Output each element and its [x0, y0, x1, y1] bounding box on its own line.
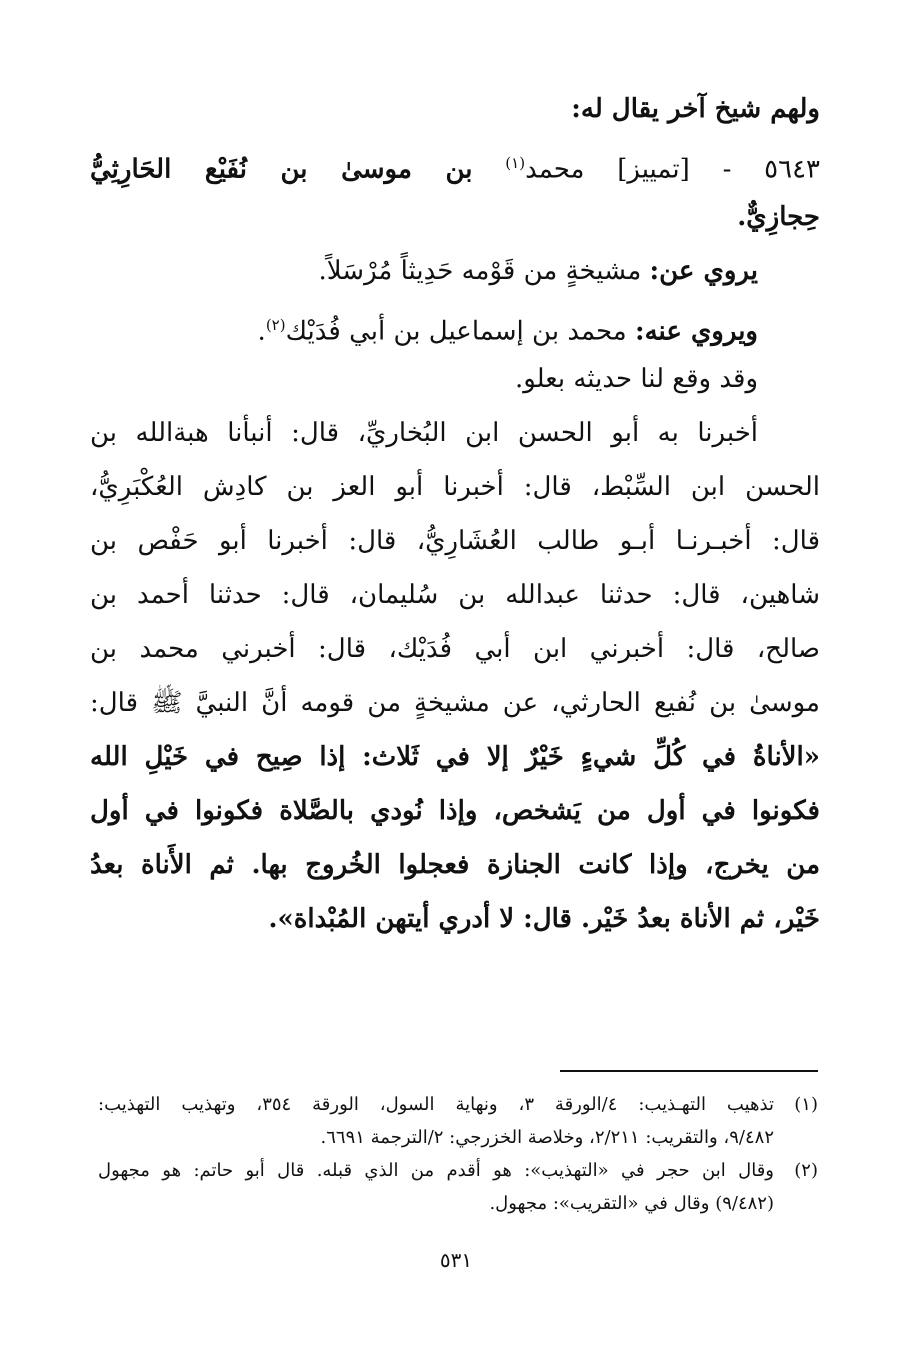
main-text [90, 82, 820, 946]
isnad-line: أخبرنا به أبو الحسن ابن البُخاريِّ، قال: أنبأنا هبةالله بن [90, 418, 759, 448]
footnote-text: تذهيب التهـذيب: ٤/الورقة ٣، ونهاية السول، الورقة ٣٥٤، وتهذيب التهذيب: [98, 1094, 774, 1115]
narrated-by-line [90, 298, 820, 352]
narrates-from-text: مشيخةٍ من قَوْمه حَدِيثاً مُرْسَلاً. [318, 256, 642, 286]
footnote-ref-2: (٢) [265, 316, 286, 334]
footnotes [98, 1088, 818, 1220]
footnote-2-continued: (٩/٤٨٢) وقال في «التقريب»: مجهول. [489, 1193, 774, 1214]
narrates-from-label: يروي عن: [649, 256, 758, 286]
isnad-line: شاهين، قال: حدثنا عبدالله بن سُليمان، قال: حدثنا أحمد بن [90, 580, 820, 610]
footnote-1-continued: ٩/٤٨٢، والتقريب: ٢/٢١١، وخلاصة الخزرجي: ٢/الترجمة ٦٦٩١. [320, 1127, 774, 1148]
entry-name: بن موسىٰ بن نُفَيْع الحَارِثِيُّ [90, 154, 473, 185]
page-number: ٥٣١ [439, 1248, 473, 1272]
footnote-2 [98, 1154, 818, 1187]
isnad-line: قال: أخبـرنـا أبـو طالب العُشَارِيُّ، قال: أخبرنا أبو حَفْص بن [90, 526, 820, 556]
intro-line: ولهم شيخ آخر يقال له: [571, 94, 820, 124]
isnad-line: موسىٰ بن نُفيع الحارثي، عن مشيخةٍ من قومه أنَّ النبيَّ ﷺ قال: [90, 688, 820, 718]
footnote-separator [560, 1070, 818, 1072]
isnad-line: الحسن ابن السِّبْط، قال: أخبرنا أبو العز بن كادِش العُكْبَرِيُّ، [90, 472, 820, 502]
entry-heading [90, 136, 820, 190]
narrated-by-label: ويروي عنه: [635, 316, 758, 347]
matn-line: فكونوا في أول من يَشخص، وإذا نُودي بالصَّلاة فكونوا في أول [90, 796, 820, 826]
entry-origin: حِجازِيٌّ. [737, 202, 820, 232]
entry-number: ٥٦٤٣ - [تمييز] محمد [525, 154, 820, 185]
matn-line: «الأناةُ في كُلِّ شيءٍ خَيْرٌ إلا في ثَلاث: إذا صِيح في خَيْلِ الله [90, 742, 820, 772]
matn-line: من يخرج، وإذا كانت الجنازة فعجلوا الخُروج بها. ثم الأَناة بعدُ [90, 850, 820, 880]
footnote-1 [98, 1088, 818, 1121]
footnote-text: وقال ابن حجر في «التهذيب»: هو أقدم من الذي قبله. قال أبو حاتم: هو مجهول [98, 1160, 774, 1181]
narrated-by-stop: . [257, 316, 266, 347]
footnote-number: (٢) [794, 1160, 818, 1181]
narrated-by-text: محمد بن إسماعيل بن أبي فُدَيْك [285, 316, 627, 347]
hadith-note: وقد وقع لنا حديثه بعلو. [514, 364, 758, 394]
matn-line: خَيْر، ثم الأناة بعدُ خَيْر. قال: لا أدري أيتهن المُبْداة». [268, 904, 820, 934]
footnote-ref-1: (١) [505, 154, 526, 172]
narrates-from-line [90, 244, 820, 298]
isnad-line: صالح، قال: أخبرني ابن أبي فُدَيْك، قال: أخبرني محمد بن [90, 634, 820, 664]
footnote-number: (١) [794, 1094, 818, 1115]
